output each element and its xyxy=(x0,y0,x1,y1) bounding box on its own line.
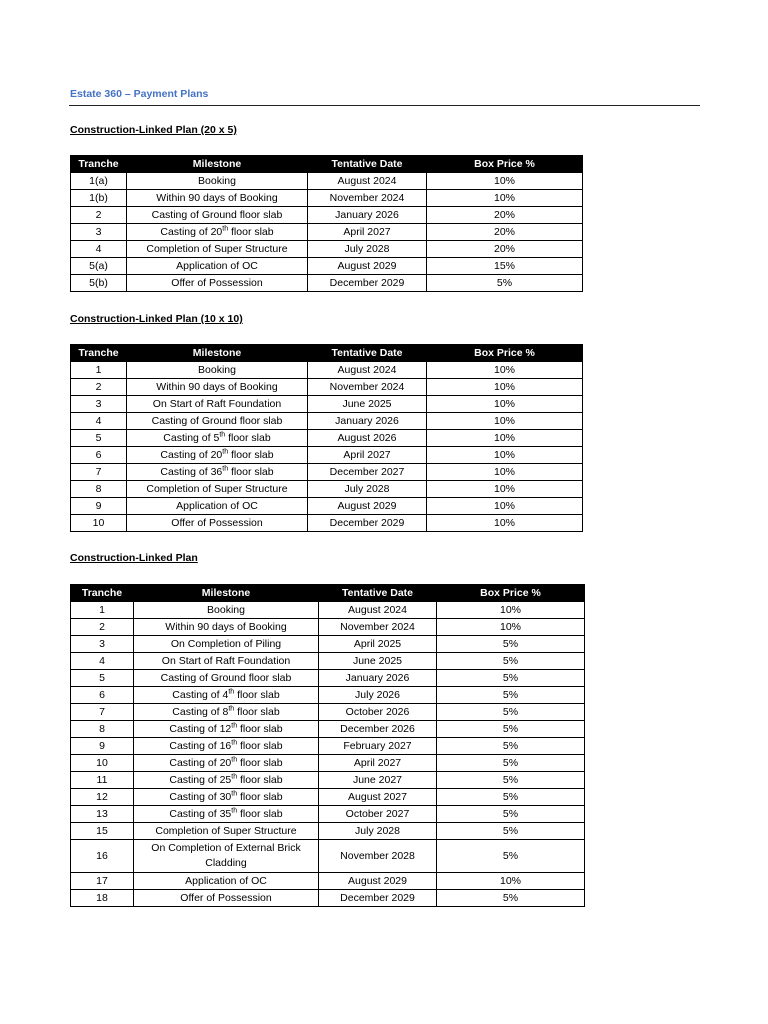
table-header-row xyxy=(71,156,583,173)
table-row xyxy=(71,636,585,653)
ordinal-suffix: th xyxy=(231,756,238,763)
cell-tranche: 8 xyxy=(71,481,127,498)
cell-box-price: 10% xyxy=(437,619,585,636)
cell-milestone: Within 90 days of Booking xyxy=(127,190,308,207)
cell-box-price: 5% xyxy=(437,789,585,806)
ordinal-suffix: th xyxy=(222,448,229,455)
cell-milestone xyxy=(127,224,308,241)
table-row xyxy=(71,670,585,687)
table-row xyxy=(71,823,585,840)
cell-tentative-date: August 2024 xyxy=(308,362,427,379)
cell-box-price: 10% xyxy=(437,602,585,619)
table-row xyxy=(71,362,583,379)
table-row xyxy=(71,515,583,532)
ordinal-suffix: th xyxy=(231,807,238,814)
cell-tranche: 12 xyxy=(71,789,134,806)
cell-tentative-date: April 2025 xyxy=(319,636,437,653)
cell-tentative-date: August 2029 xyxy=(319,873,437,890)
table-row xyxy=(71,602,585,619)
milestone-text: Casting of 16 xyxy=(169,739,232,752)
cell-tentative-date: December 2026 xyxy=(319,721,437,738)
ordinal-suffix: th xyxy=(231,773,238,780)
cell-tentative-date: July 2028 xyxy=(308,241,427,258)
cell-box-price: 5% xyxy=(437,806,585,823)
cell-tranche: 13 xyxy=(71,806,134,823)
table-row xyxy=(71,721,585,738)
column-header-milestone: Milestone xyxy=(127,345,308,362)
milestone-text: Casting of 4 xyxy=(172,688,229,701)
cell-box-price: 15% xyxy=(427,258,583,275)
cell-tentative-date: August 2026 xyxy=(308,430,427,447)
cell-milestone xyxy=(134,789,319,806)
payment-plan-table-construction-linked xyxy=(70,584,585,907)
cell-milestone: Application of OC xyxy=(127,498,308,515)
cell-tranche: 10 xyxy=(71,755,134,772)
cell-tentative-date: November 2024 xyxy=(308,379,427,396)
cell-box-price: 5% xyxy=(427,275,583,292)
cell-tranche: 16 xyxy=(71,840,134,873)
milestone-text-suffix: floor slab xyxy=(237,756,283,769)
cell-box-price: 5% xyxy=(437,653,585,670)
cell-box-price: 5% xyxy=(437,636,585,653)
cell-milestone: On Completion of Piling xyxy=(134,636,319,653)
cell-tentative-date: August 2027 xyxy=(319,789,437,806)
ordinal-suffix: th xyxy=(231,722,238,729)
table-row xyxy=(71,207,583,224)
table-row xyxy=(71,789,585,806)
column-header-tranche: Tranche xyxy=(71,156,127,173)
cell-box-price: 10% xyxy=(427,362,583,379)
cell-box-price: 5% xyxy=(437,823,585,840)
cell-tentative-date: February 2027 xyxy=(319,738,437,755)
milestone-text-suffix: floor slab xyxy=(228,225,274,238)
cell-box-price: 10% xyxy=(427,447,583,464)
milestone-text-suffix: floor slab xyxy=(237,739,283,752)
cell-milestone: Casting of Ground floor slab xyxy=(134,670,319,687)
table-row xyxy=(71,173,583,190)
cell-milestone: Offer of Possession xyxy=(127,275,308,292)
table-row xyxy=(71,396,583,413)
cell-box-price: 5% xyxy=(437,755,585,772)
cell-milestone: On Start of Raft Foundation xyxy=(127,396,308,413)
cell-milestone xyxy=(127,464,308,481)
ordinal-suffix: th xyxy=(219,431,226,438)
milestone-text: Casting of 5 xyxy=(163,431,220,444)
cell-milestone: On Completion of External Brick Cladding xyxy=(134,840,319,873)
milestone-text: Casting of 20 xyxy=(160,448,223,461)
cell-tentative-date: August 2024 xyxy=(319,602,437,619)
cell-box-price: 5% xyxy=(437,704,585,721)
cell-tranche: 2 xyxy=(71,207,127,224)
cell-milestone: Completion of Super Structure xyxy=(134,823,319,840)
table-row xyxy=(71,873,585,890)
ordinal-suffix: th xyxy=(228,705,235,712)
cell-tentative-date: October 2026 xyxy=(319,704,437,721)
milestone-text-suffix: floor slab xyxy=(225,431,271,444)
column-header-tranche: Tranche xyxy=(71,585,134,602)
cell-milestone: Booking xyxy=(127,173,308,190)
cell-tranche: 2 xyxy=(71,379,127,396)
cell-box-price: 10% xyxy=(427,464,583,481)
payment-plan-table-20x5 xyxy=(70,155,583,292)
cell-milestone xyxy=(127,430,308,447)
milestone-text: Casting of 35 xyxy=(169,807,232,820)
cell-box-price: 5% xyxy=(437,670,585,687)
cell-tentative-date: November 2028 xyxy=(319,840,437,873)
cell-tranche: 11 xyxy=(71,772,134,789)
plan-heading-10x10: Construction-Linked Plan (10 x 10) xyxy=(70,313,243,325)
cell-box-price: 5% xyxy=(437,738,585,755)
payment-plan-table-10x10 xyxy=(70,344,583,532)
column-header-milestone: Milestone xyxy=(127,156,308,173)
ordinal-suffix: th xyxy=(222,225,229,232)
cell-tentative-date: July 2028 xyxy=(308,481,427,498)
cell-milestone: Within 90 days of Booking xyxy=(134,619,319,636)
cell-box-price: 5% xyxy=(437,721,585,738)
cell-box-price: 20% xyxy=(427,207,583,224)
table-header-row xyxy=(71,585,585,602)
milestone-text-suffix: floor slab xyxy=(228,465,274,478)
cell-milestone: Offer of Possession xyxy=(127,515,308,532)
cell-tranche: 9 xyxy=(71,498,127,515)
cell-milestone xyxy=(134,738,319,755)
milestone-text-suffix: floor slab xyxy=(237,790,283,803)
table-row xyxy=(71,379,583,396)
cell-tranche: 3 xyxy=(71,396,127,413)
milestone-text: Casting of 20 xyxy=(169,756,232,769)
cell-box-price: 10% xyxy=(427,379,583,396)
cell-tentative-date: April 2027 xyxy=(319,755,437,772)
ordinal-suffix: th xyxy=(231,790,238,797)
cell-tentative-date: November 2024 xyxy=(319,619,437,636)
cell-milestone: Application of OC xyxy=(134,873,319,890)
cell-tentative-date: August 2029 xyxy=(308,258,427,275)
document-title: Estate 360 – Payment Plans xyxy=(70,88,209,100)
cell-box-price: 5% xyxy=(437,687,585,704)
cell-tranche: 5(b) xyxy=(71,275,127,292)
table-row xyxy=(71,447,583,464)
table-row xyxy=(71,755,585,772)
cell-milestone: Completion of Super Structure xyxy=(127,481,308,498)
milestone-text: Casting of 20 xyxy=(160,225,223,238)
cell-tranche: 6 xyxy=(71,447,127,464)
column-header-tentative-date: Tentative Date xyxy=(308,345,427,362)
cell-milestone: Booking xyxy=(127,362,308,379)
column-header-tentative-date: Tentative Date xyxy=(319,585,437,602)
table-row xyxy=(71,890,585,907)
cell-milestone xyxy=(134,704,319,721)
table-row xyxy=(71,258,583,275)
cell-tranche: 4 xyxy=(71,653,134,670)
cell-tranche: 5 xyxy=(71,430,127,447)
cell-tentative-date: April 2027 xyxy=(308,224,427,241)
cell-box-price: 10% xyxy=(437,873,585,890)
cell-milestone: Within 90 days of Booking xyxy=(127,379,308,396)
cell-tentative-date: January 2026 xyxy=(308,413,427,430)
milestone-text: Casting of 30 xyxy=(169,790,232,803)
cell-box-price: 10% xyxy=(427,173,583,190)
column-header-tranche: Tranche xyxy=(71,345,127,362)
cell-milestone xyxy=(134,772,319,789)
cell-box-price: 10% xyxy=(427,413,583,430)
cell-box-price: 10% xyxy=(427,190,583,207)
milestone-text-suffix: floor slab xyxy=(237,773,283,786)
cell-tentative-date: April 2027 xyxy=(308,447,427,464)
cell-tentative-date: June 2025 xyxy=(319,653,437,670)
milestone-text-suffix: floor slab xyxy=(234,688,280,701)
cell-tentative-date: June 2025 xyxy=(308,396,427,413)
milestone-text: Casting of 12 xyxy=(169,722,232,735)
cell-milestone xyxy=(134,687,319,704)
cell-tranche: 18 xyxy=(71,890,134,907)
milestone-text-suffix: floor slab xyxy=(237,722,283,735)
table-row xyxy=(71,619,585,636)
cell-tranche: 7 xyxy=(71,464,127,481)
cell-box-price: 20% xyxy=(427,241,583,258)
cell-tentative-date: July 2028 xyxy=(319,823,437,840)
cell-tentative-date: December 2029 xyxy=(319,890,437,907)
cell-tentative-date: August 2029 xyxy=(308,498,427,515)
table-header-row xyxy=(71,345,583,362)
cell-tentative-date: December 2027 xyxy=(308,464,427,481)
table-row xyxy=(71,704,585,721)
cell-tranche: 6 xyxy=(71,687,134,704)
cell-tranche: 9 xyxy=(71,738,134,755)
cell-tranche: 5 xyxy=(71,670,134,687)
table-row xyxy=(71,430,583,447)
cell-tentative-date: January 2026 xyxy=(319,670,437,687)
cell-box-price: 10% xyxy=(427,515,583,532)
cell-milestone: On Start of Raft Foundation xyxy=(134,653,319,670)
cell-tentative-date: November 2024 xyxy=(308,190,427,207)
milestone-text: Casting of 36 xyxy=(160,465,223,478)
table-row xyxy=(71,224,583,241)
cell-tranche: 15 xyxy=(71,823,134,840)
cell-tranche: 1(b) xyxy=(71,190,127,207)
cell-box-price: 10% xyxy=(427,430,583,447)
cell-box-price: 10% xyxy=(427,498,583,515)
table-row xyxy=(71,413,583,430)
milestone-text: Casting of 8 xyxy=(172,705,229,718)
cell-tranche: 4 xyxy=(71,413,127,430)
cell-tranche: 8 xyxy=(71,721,134,738)
cell-box-price: 5% xyxy=(437,890,585,907)
cell-milestone: Offer of Possession xyxy=(134,890,319,907)
cell-tentative-date: January 2026 xyxy=(308,207,427,224)
table-row xyxy=(71,840,585,873)
cell-tranche: 2 xyxy=(71,619,134,636)
cell-tranche: 4 xyxy=(71,241,127,258)
cell-milestone xyxy=(134,755,319,772)
cell-tentative-date: June 2027 xyxy=(319,772,437,789)
column-header-box-price: Box Price % xyxy=(427,156,583,173)
cell-tranche: 3 xyxy=(71,636,134,653)
cell-tentative-date: July 2026 xyxy=(319,687,437,704)
table-row xyxy=(71,653,585,670)
column-header-milestone: Milestone xyxy=(134,585,319,602)
table-row xyxy=(71,687,585,704)
table-row xyxy=(71,275,583,292)
table-row xyxy=(71,772,585,789)
table-row xyxy=(71,464,583,481)
cell-milestone xyxy=(134,721,319,738)
table-row xyxy=(71,806,585,823)
table-row xyxy=(71,738,585,755)
cell-tranche: 1 xyxy=(71,602,134,619)
cell-tranche: 1 xyxy=(71,362,127,379)
cell-box-price: 5% xyxy=(437,772,585,789)
cell-tranche: 10 xyxy=(71,515,127,532)
ordinal-suffix: th xyxy=(231,739,238,746)
plan-heading-construction-linked: Construction-Linked Plan xyxy=(70,552,198,564)
cell-tranche: 5(a) xyxy=(71,258,127,275)
cell-tentative-date: October 2027 xyxy=(319,806,437,823)
cell-tranche: 3 xyxy=(71,224,127,241)
milestone-text-suffix: floor slab xyxy=(228,448,274,461)
table-row xyxy=(71,481,583,498)
milestone-text-suffix: floor slab xyxy=(234,705,280,718)
table-row xyxy=(71,498,583,515)
cell-box-price: 20% xyxy=(427,224,583,241)
cell-tranche: 7 xyxy=(71,704,134,721)
column-header-tentative-date: Tentative Date xyxy=(308,156,427,173)
milestone-text-suffix: floor slab xyxy=(237,807,283,820)
plan-heading-20x5: Construction-Linked Plan (20 x 5) xyxy=(70,124,237,136)
ordinal-suffix: th xyxy=(222,465,229,472)
cell-tranche: 1(a) xyxy=(71,173,127,190)
cell-box-price: 10% xyxy=(427,396,583,413)
ordinal-suffix: th xyxy=(228,688,235,695)
table-row xyxy=(71,241,583,258)
cell-milestone xyxy=(127,447,308,464)
cell-box-price: 10% xyxy=(427,481,583,498)
cell-milestone: Casting of Ground floor slab xyxy=(127,207,308,224)
milestone-text: Casting of 25 xyxy=(169,773,232,786)
cell-tentative-date: December 2029 xyxy=(308,515,427,532)
cell-tranche: 17 xyxy=(71,873,134,890)
column-header-box-price: Box Price % xyxy=(437,585,585,602)
column-header-box-price: Box Price % xyxy=(427,345,583,362)
cell-tentative-date: December 2029 xyxy=(308,275,427,292)
cell-milestone: Application of OC xyxy=(127,258,308,275)
cell-box-price: 5% xyxy=(437,840,585,873)
title-divider xyxy=(69,105,700,106)
cell-milestone xyxy=(134,806,319,823)
cell-milestone: Completion of Super Structure xyxy=(127,241,308,258)
cell-milestone: Casting of Ground floor slab xyxy=(127,413,308,430)
cell-tentative-date: August 2024 xyxy=(308,173,427,190)
cell-milestone: Booking xyxy=(134,602,319,619)
table-row xyxy=(71,190,583,207)
